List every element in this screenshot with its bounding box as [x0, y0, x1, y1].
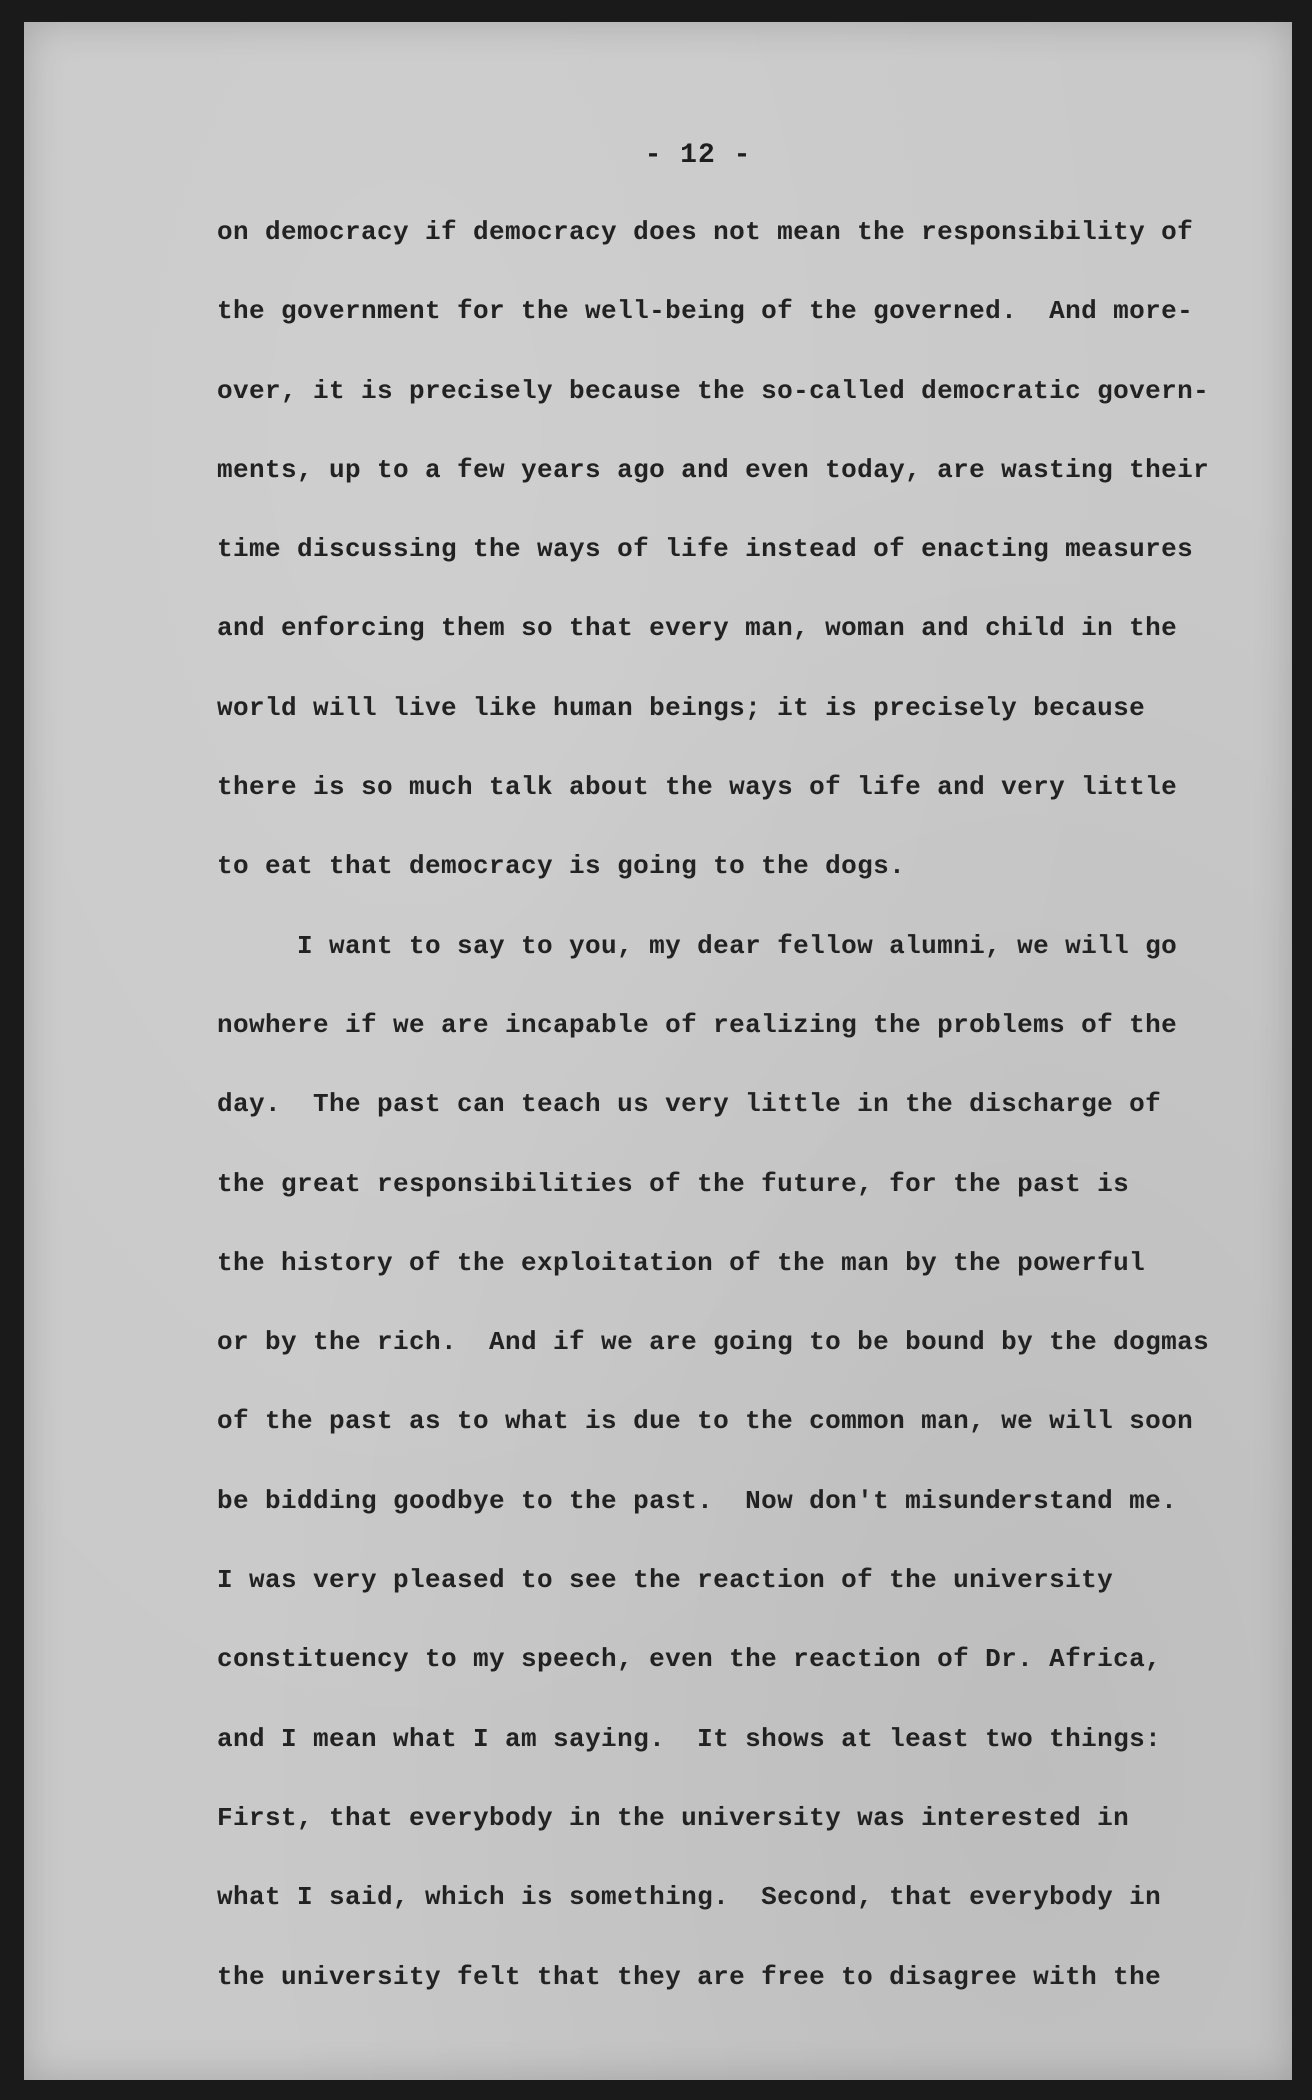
text-line: what I said, which is something. Second, that everybody in — [217, 1882, 1162, 1913]
text-line: I want to say to you, my dear fellow alumni, we will go — [217, 930, 1178, 961]
text-line: the government for the well-being of the governed. And more- — [217, 296, 1194, 327]
document-page — [24, 22, 1292, 2080]
text-line: ments, up to a few years ago and even today, are wasting their — [217, 454, 1210, 485]
text-line: nowhere if we are incapable of realizing the problems of the — [217, 1009, 1178, 1040]
text-line: the history of the exploitation of the man by the powerful — [217, 1247, 1146, 1278]
page-number: - 12 - — [644, 140, 752, 171]
text-line: over, it is precisely because the so-called democratic govern- — [217, 375, 1210, 406]
text-line: day. The past can teach us very little in the discharge of — [217, 1089, 1162, 1120]
text-line: or by the rich. And if we are going to be bound by the dogmas — [217, 1327, 1210, 1358]
body-text — [217, 212, 1247, 2036]
text-line: world will live like human beings; it is precisely because — [217, 692, 1146, 723]
text-line: the university felt that they are free to disagree with the — [217, 1961, 1162, 1992]
text-line: time discussing the ways of life instead of enacting measures — [217, 534, 1194, 565]
text-line: First, that everybody in the university was interested in — [217, 1802, 1130, 1833]
text-line: on democracy if democracy does not mean the responsibility of — [217, 217, 1194, 247]
text-line: and enforcing them so that every man, woman and child in the — [217, 613, 1178, 644]
text-line: I was very pleased to see the reaction of the university — [217, 1565, 1114, 1596]
text-line: be bidding goodbye to the past. Now don't misunderstand me. — [217, 1485, 1178, 1516]
text-line: constituency to my speech, even the reaction of Dr. Africa, — [217, 1644, 1162, 1675]
text-line: and I mean what I am saying. It shows at least two things: — [217, 1723, 1162, 1754]
text-line: the great responsibilities of the future, for the past is — [217, 1168, 1130, 1199]
text-line: to eat that democracy is going to the dogs. — [217, 851, 906, 882]
text-line: of the past as to what is due to the common man, we will soon — [217, 1406, 1194, 1437]
text-line: there is so much talk about the ways of life and very little — [217, 772, 1178, 803]
